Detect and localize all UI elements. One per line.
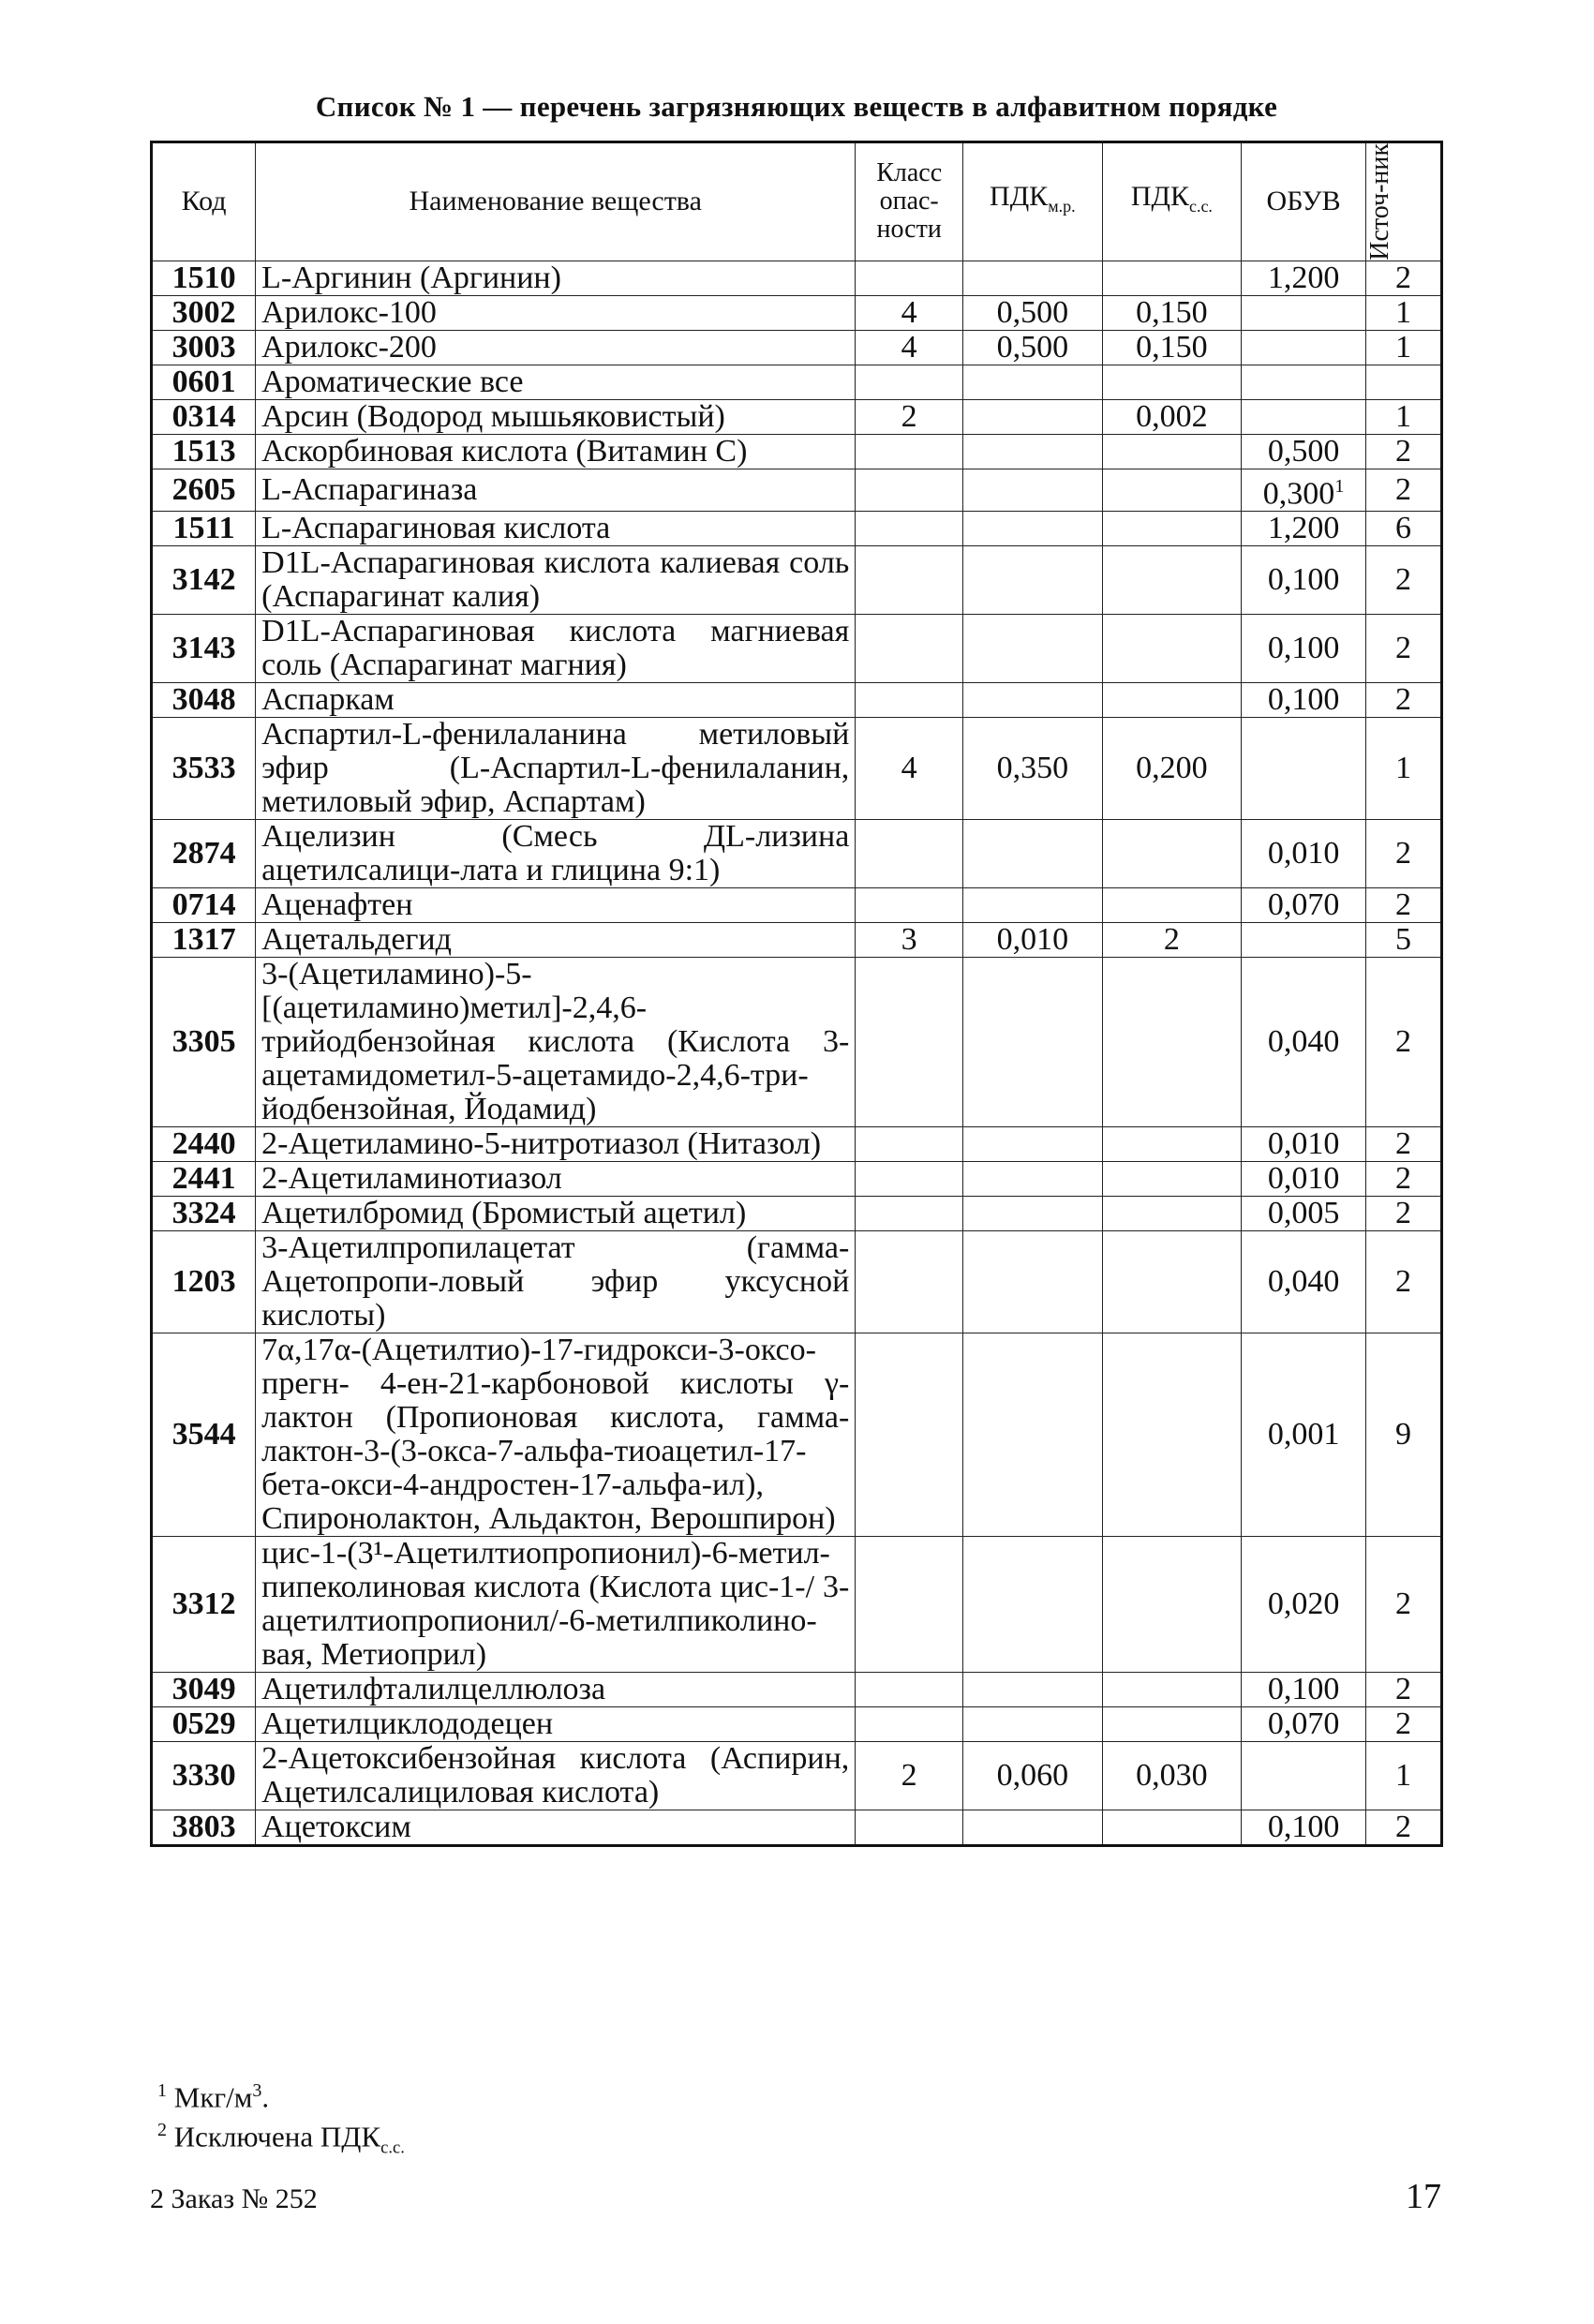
row-name: D1L-Аспарагиновая кислота калиевая соль (Аспарагинат калия) — [256, 546, 856, 615]
row-pdk-mr — [963, 683, 1103, 718]
row-pdk-ss — [1102, 1333, 1242, 1537]
row-pdk-mr — [963, 399, 1103, 434]
row-hazard-class: 2 — [856, 399, 963, 434]
row-pdk-mr: 0,350 — [963, 718, 1103, 820]
row-source: 2 — [1366, 820, 1442, 888]
row-obuv: 1,200 — [1242, 512, 1366, 546]
row-pdk-ss: 0,200 — [1102, 718, 1242, 820]
footnote-2 — [157, 2120, 405, 2159]
row-obuv — [1242, 923, 1366, 958]
obuv-footnote-mark: 1 — [1334, 475, 1345, 497]
table-row — [152, 1742, 1442, 1810]
row-hazard-class — [856, 615, 963, 683]
footer-order-number: 2 Заказ № 252 — [150, 2183, 318, 2214]
table-row — [152, 683, 1442, 718]
row-pdk-ss: 0,150 — [1102, 330, 1242, 365]
row-name: Ацетилбромид (Бромистый ацетил) — [256, 1197, 856, 1231]
footnote-1-tail: . — [261, 2080, 270, 2114]
row-pdk-ss — [1102, 1231, 1242, 1333]
header-class — [856, 142, 963, 261]
row-obuv: 0,010 — [1242, 820, 1366, 888]
row-name: 2-Ацетиламинотиазол — [256, 1162, 856, 1197]
row-pdk-mr — [963, 434, 1103, 469]
table-row — [152, 330, 1442, 365]
row-code: 3312 — [152, 1537, 256, 1673]
row-name: 7α,17α-(Ацетилтио)-17-гидрокси-3-оксо-прегн- 4-ен-21-карбоновой кислоты γ-лактон (Пропионовая кислота, гамма-лактон-3-(3-окса-7-альфа-тиоацетил-17-бета-окси-4-андростен-17-альфа-ил), Спиронолактон, Альдактон, Верошпирон) — [256, 1333, 856, 1537]
row-obuv — [1242, 330, 1366, 365]
table-row — [152, 615, 1442, 683]
table-row — [152, 546, 1442, 615]
row-hazard-class — [856, 958, 963, 1127]
row-code: 3048 — [152, 683, 256, 718]
row-hazard-class — [856, 1162, 963, 1197]
row-pdk-ss — [1102, 1707, 1242, 1742]
row-pdk-ss — [1102, 365, 1242, 399]
row-hazard-class — [856, 365, 963, 399]
row-source: 2 — [1366, 546, 1442, 615]
row-pdk-ss: 2 — [1102, 923, 1242, 958]
row-code: 0714 — [152, 888, 256, 923]
header-code: Код — [152, 142, 256, 261]
substances-table — [150, 141, 1443, 1847]
table-row — [152, 718, 1442, 820]
header-source-label: Источ-ник — [1365, 143, 1395, 261]
table-row — [152, 1810, 1442, 1846]
table-row — [152, 399, 1442, 434]
row-pdk-mr — [963, 1673, 1103, 1707]
row-obuv: 0,001 — [1242, 1333, 1366, 1537]
row-obuv — [1242, 469, 1366, 511]
row-name: L-Аспарагиназа — [256, 469, 856, 511]
footnote-1-text: Мкг/м — [173, 2080, 253, 2114]
table-row — [152, 820, 1442, 888]
row-name: Ацелизин (Смесь ДL-лизина ацетилсалици-лата и глицина 9:1) — [256, 820, 856, 888]
page-number: 17 — [1406, 2177, 1441, 2216]
row-source: 9 — [1366, 1333, 1442, 1537]
row-hazard-class — [856, 1810, 963, 1846]
row-hazard-class — [856, 1673, 963, 1707]
row-pdk-mr — [963, 1810, 1103, 1846]
row-pdk-mr — [963, 1197, 1103, 1231]
row-name: Ацетилциклододецен — [256, 1707, 856, 1742]
row-hazard-class: 4 — [856, 718, 963, 820]
table-body — [152, 261, 1442, 1845]
row-obuv — [1242, 718, 1366, 820]
row-pdk-ss — [1102, 888, 1242, 923]
row-pdk-ss — [1102, 546, 1242, 615]
row-pdk-mr — [963, 261, 1103, 295]
row-pdk-mr — [963, 888, 1103, 923]
row-code: 1511 — [152, 512, 256, 546]
row-source: 2 — [1366, 261, 1442, 295]
row-code: 2440 — [152, 1127, 256, 1162]
table-row — [152, 261, 1442, 295]
header-pdk-ss — [1102, 142, 1242, 261]
footnote-1-mark: 1 — [157, 2080, 167, 2101]
row-source: 2 — [1366, 434, 1442, 469]
header-pdk-mr-label: ПДК — [990, 181, 1049, 213]
row-pdk-mr — [963, 512, 1103, 546]
table-row — [152, 1127, 1442, 1162]
row-hazard-class — [856, 261, 963, 295]
row-hazard-class — [856, 1537, 963, 1673]
row-name: Арилокс-100 — [256, 295, 856, 330]
row-pdk-mr: 0,060 — [963, 1742, 1103, 1810]
row-hazard-class: 2 — [856, 1742, 963, 1810]
row-source: 2 — [1366, 1127, 1442, 1162]
row-source: 5 — [1366, 923, 1442, 958]
footnote-1 — [157, 2080, 269, 2114]
footnote-2-mark: 2 — [157, 2120, 167, 2140]
list-title: Список № 1 — перечень загрязняющих веществ в алфавитном порядке — [315, 90, 1278, 123]
row-code: 1203 — [152, 1231, 256, 1333]
header-class-l3: ности — [876, 215, 942, 245]
row-pdk-mr — [963, 820, 1103, 888]
row-pdk-ss — [1102, 958, 1242, 1127]
row-obuv: 0,005 — [1242, 1197, 1366, 1231]
row-pdk-ss — [1102, 615, 1242, 683]
row-name: Ацетилфталилцеллюлоза — [256, 1673, 856, 1707]
row-pdk-mr — [963, 546, 1103, 615]
row-name: Ацетальдегид — [256, 923, 856, 958]
row-obuv: 0,040 — [1242, 958, 1366, 1127]
row-name: Арилокс-200 — [256, 330, 856, 365]
row-code: 3049 — [152, 1673, 256, 1707]
table-row — [152, 1231, 1442, 1333]
row-source: 2 — [1366, 469, 1442, 511]
row-code: 3002 — [152, 295, 256, 330]
row-code: 1510 — [152, 261, 256, 295]
header-obuv: ОБУВ — [1242, 142, 1366, 261]
row-source: 1 — [1366, 295, 1442, 330]
row-source: 2 — [1366, 1197, 1442, 1231]
row-hazard-class — [856, 683, 963, 718]
row-code: 3003 — [152, 330, 256, 365]
row-name: Аценафтен — [256, 888, 856, 923]
header-class-l2: опас- — [879, 186, 939, 216]
row-pdk-mr — [963, 958, 1103, 1127]
row-hazard-class — [856, 1333, 963, 1537]
row-pdk-ss — [1102, 1197, 1242, 1231]
row-pdk-mr — [963, 1707, 1103, 1742]
row-source: 2 — [1366, 1707, 1442, 1742]
row-pdk-mr — [963, 1333, 1103, 1537]
row-source: 1 — [1366, 330, 1442, 365]
table-row — [152, 1197, 1442, 1231]
row-pdk-ss — [1102, 1127, 1242, 1162]
row-source: 2 — [1366, 888, 1442, 923]
row-pdk-ss: 0,002 — [1102, 399, 1242, 434]
row-pdk-ss: 0,150 — [1102, 295, 1242, 330]
row-code: 0601 — [152, 365, 256, 399]
row-name: 2-Ацетоксибензойная кислота (Аспирин, Ацетилсалициловая кислота) — [256, 1742, 856, 1810]
row-source: 2 — [1366, 958, 1442, 1127]
row-obuv — [1242, 295, 1366, 330]
row-pdk-mr — [963, 469, 1103, 511]
row-hazard-class — [856, 434, 963, 469]
row-obuv: 0,100 — [1242, 1810, 1366, 1846]
row-source: 2 — [1366, 1537, 1442, 1673]
row-pdk-mr — [963, 615, 1103, 683]
row-code: 1317 — [152, 923, 256, 958]
row-code: 3803 — [152, 1810, 256, 1846]
row-pdk-ss — [1102, 820, 1242, 888]
row-pdk-ss — [1102, 512, 1242, 546]
row-hazard-class — [856, 512, 963, 546]
row-pdk-ss — [1102, 1673, 1242, 1707]
row-hazard-class — [856, 1231, 963, 1333]
header-name: Наименование вещества — [256, 142, 856, 261]
row-hazard-class: 4 — [856, 295, 963, 330]
row-obuv — [1242, 1742, 1366, 1810]
row-code: 3544 — [152, 1333, 256, 1537]
row-pdk-ss — [1102, 469, 1242, 511]
header-class-l1: Класс — [876, 158, 943, 188]
row-obuv: 0,070 — [1242, 1707, 1366, 1742]
row-pdk-mr — [963, 1231, 1103, 1333]
row-name: Ацетоксим — [256, 1810, 856, 1846]
row-name: L-Аспарагиновая кислота — [256, 512, 856, 546]
row-pdk-mr: 0,500 — [963, 295, 1103, 330]
row-code: 2605 — [152, 469, 256, 511]
table-row — [152, 295, 1442, 330]
table-row — [152, 923, 1442, 958]
row-obuv: 0,100 — [1242, 1673, 1366, 1707]
row-hazard-class — [856, 1127, 963, 1162]
row-code: 0529 — [152, 1707, 256, 1742]
row-code: 2441 — [152, 1162, 256, 1197]
row-name: D1L-Аспарагиновая кислота магниевая соль (Аспарагинат магния) — [256, 615, 856, 683]
row-pdk-ss — [1102, 1162, 1242, 1197]
row-pdk-ss — [1102, 683, 1242, 718]
row-source: 2 — [1366, 1810, 1442, 1846]
obuv-value: 0,300 — [1262, 476, 1335, 512]
row-pdk-mr: 0,010 — [963, 923, 1103, 958]
row-hazard-class — [856, 469, 963, 511]
row-name: 3-(Ацетиламино)-5-[(ацетиламино)метил]-2,4,6-трийодбензойная кислота (Кислота 3-ацетамидометил-5-ацетамидо-2,4,6-три-йодбензойная, Йодамид) — [256, 958, 856, 1127]
row-code: 3143 — [152, 615, 256, 683]
row-obuv: 1,200 — [1242, 261, 1366, 295]
table-row — [152, 469, 1442, 511]
row-code: 3305 — [152, 958, 256, 1127]
header-pdk-mr-sub: м.р. — [1048, 197, 1076, 216]
row-pdk-mr: 0,500 — [963, 330, 1103, 365]
row-hazard-class — [856, 820, 963, 888]
row-source: 2 — [1366, 1673, 1442, 1707]
row-obuv: 0,100 — [1242, 683, 1366, 718]
row-source: 1 — [1366, 399, 1442, 434]
row-source: 2 — [1366, 1231, 1442, 1333]
row-name: Арсин (Водород мышьяковистый) — [256, 399, 856, 434]
header-source — [1366, 142, 1442, 261]
table-header-row — [152, 142, 1442, 261]
row-code: 3533 — [152, 718, 256, 820]
row-hazard-class — [856, 1197, 963, 1231]
row-pdk-mr — [963, 1127, 1103, 1162]
row-name: 2-Ацетиламино-5-нитротиазол (Нитазол) — [256, 1127, 856, 1162]
row-hazard-class — [856, 1707, 963, 1742]
table-row — [152, 1333, 1442, 1537]
row-hazard-class — [856, 546, 963, 615]
row-code: 3330 — [152, 1742, 256, 1810]
row-code: 2874 — [152, 820, 256, 888]
row-source: 1 — [1366, 1742, 1442, 1810]
row-source: 2 — [1366, 1162, 1442, 1197]
row-code: 0314 — [152, 399, 256, 434]
row-name: 3-Ацетилпропилацетат (гамма-Ацетопропи-ловый эфир уксусной кислоты) — [256, 1231, 856, 1333]
row-name: L-Аргинин (Аргинин) — [256, 261, 856, 295]
row-code: 1513 — [152, 434, 256, 469]
row-hazard-class: 4 — [856, 330, 963, 365]
row-code: 3142 — [152, 546, 256, 615]
row-obuv — [1242, 399, 1366, 434]
row-name: Аспаркам — [256, 683, 856, 718]
row-source: 2 — [1366, 683, 1442, 718]
row-pdk-ss — [1102, 1537, 1242, 1673]
table-row — [152, 434, 1442, 469]
row-obuv: 0,500 — [1242, 434, 1366, 469]
header-pdk-ss-sub: с.с. — [1188, 197, 1213, 216]
row-source: 6 — [1366, 512, 1442, 546]
row-obuv: 0,010 — [1242, 1127, 1366, 1162]
table-row — [152, 1707, 1442, 1742]
row-pdk-ss — [1102, 434, 1242, 469]
row-pdk-mr — [963, 1162, 1103, 1197]
row-source: 2 — [1366, 615, 1442, 683]
row-name: цис-1-(3¹-Ацетилтиопропионил)-6-метил-пипеколиновая кислота (Кислота цис-1-/ 3-ацетилтиопропионил/-6-метилпиколино-вая, Метиоприл) — [256, 1537, 856, 1673]
row-source: 1 — [1366, 718, 1442, 820]
row-obuv: 0,100 — [1242, 615, 1366, 683]
row-hazard-class — [856, 888, 963, 923]
row-pdk-ss: 0,030 — [1102, 1742, 1242, 1810]
header-pdk-ss-label: ПДК — [1130, 181, 1189, 213]
row-pdk-ss — [1102, 261, 1242, 295]
footnote-2-sub: с.с. — [380, 2138, 405, 2158]
row-name: Аскорбиновая кислота (Витамин С) — [256, 434, 856, 469]
table-row — [152, 1162, 1442, 1197]
table-row — [152, 365, 1442, 399]
row-name: Аспартил-L-фенилаланина метиловый эфир (L-Аспартил-L-фенилаланин, метиловый эфир, Аспартам) — [256, 718, 856, 820]
row-pdk-ss — [1102, 1810, 1242, 1846]
footnote-1-sup: 3 — [252, 2080, 262, 2101]
table-row — [152, 512, 1442, 546]
row-obuv: 0,100 — [1242, 546, 1366, 615]
row-code: 3324 — [152, 1197, 256, 1231]
table-row — [152, 1537, 1442, 1673]
table-row — [152, 888, 1442, 923]
row-obuv: 0,040 — [1242, 1231, 1366, 1333]
table-row — [152, 1673, 1442, 1707]
footnote-2-text: Исключена ПДК — [173, 2120, 381, 2153]
row-source — [1366, 365, 1442, 399]
table-row — [152, 958, 1442, 1127]
row-obuv: 0,070 — [1242, 888, 1366, 923]
row-obuv: 0,010 — [1242, 1162, 1366, 1197]
row-obuv — [1242, 365, 1366, 399]
row-hazard-class: 3 — [856, 923, 963, 958]
row-pdk-mr — [963, 365, 1103, 399]
header-pdk-mr — [963, 142, 1103, 261]
row-obuv: 0,020 — [1242, 1537, 1366, 1673]
row-name: Ароматические все — [256, 365, 856, 399]
row-pdk-mr — [963, 1537, 1103, 1673]
